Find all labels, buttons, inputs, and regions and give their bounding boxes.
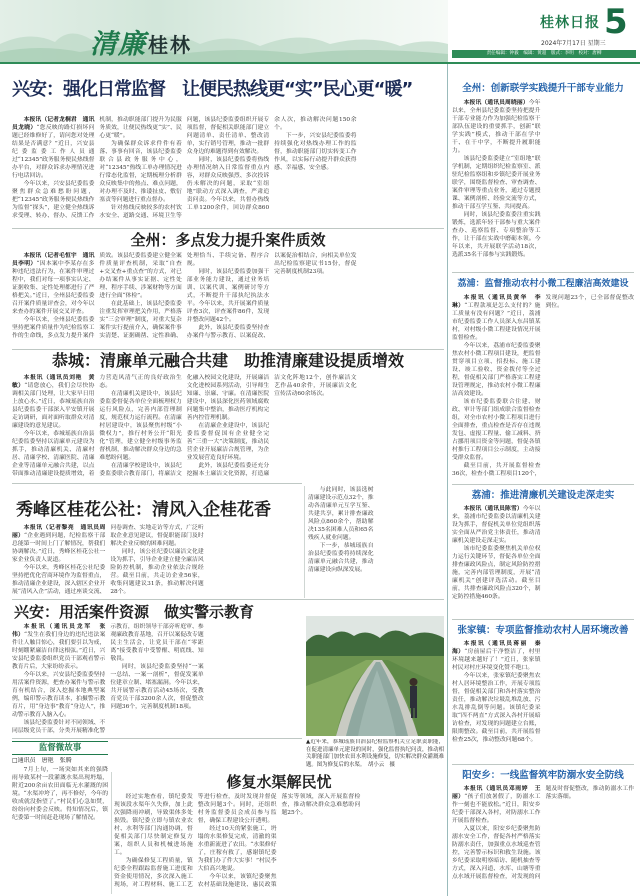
paragraph-text: 同时，该县纪委监委注重实践锻炼，选派年轻干部参与重大案件查办、巡察监督、专项整治等工作，让干部在实战中磨砺本领。今年以来，共开展联学活动18次，选派35名干部参与实践锻炼。 (452, 212, 541, 258)
story-section-label: 监督微故事 (12, 741, 108, 755)
byline: 本报讯（通讯员周晓丽） (463, 100, 529, 106)
paragraph-text: 同时，该县纪委监委加强干部业务能力建设，通过业务培训、以案代训、案例研讨等方式，不断提升干部执纪执法水平。今年以来，共开展案件质量评查3次，评查案件86件，发现并整改问题42个。 (186, 269, 270, 323)
paragraph-text: 经过实地查看，镇纪委发现该段水渠年久失修，加上此次强降雨冲刷，导致渠体多处损毁。镇纪委立即与镇农业农村、水利等部门沟通协调，督促相关部门尽快制定修复方案，组织人员和机械进场施工。 (114, 794, 193, 856)
paragraph (187, 422, 269, 462)
issue-date: 2024年7月17日 星期三 (541, 40, 606, 47)
section-rule (12, 738, 302, 739)
xingan-warning-headline: 兴安：用活案件资源 做实警示教育 (14, 603, 255, 621)
byline: 本报讯（记者黎亮 通讯员周丽） (12, 525, 106, 539)
story-headline: 修复水渠解民忧 (226, 773, 332, 791)
section-rule (12, 349, 444, 350)
paragraph (12, 623, 105, 671)
quanzhou-training-body (452, 99, 634, 269)
paragraph-text: 今年以来，全州县纪委监委坚持把提升干部专业能力作为加强纪检监察干部队伍建设的重要抓手，创新“联学实践”模式，推动干部在学中干、在干中学，不断提升履职能力。 (452, 100, 541, 154)
byline: 本报讯（通讯员刘艳 黄敏） (12, 375, 95, 389)
quanzhou-training-headline: 全州：创新联学实践提升干部专业能力 (462, 83, 624, 94)
paragraph-text: 为确保修复工程质量，镇纪委全程跟踪监督施工进度和资金使用情况，多次深入施工现场，对工程材料、施工工艺等进行检查，及时发现并督促整改问题3个。同时，还组织村务监督委员会成员参与监督，确保工程建设公开透明。 (114, 794, 277, 888)
paragraph-text: 针对热线反映较多的农村饮水安全、道路交通、环境卫生等问题，该县纪委监委组织开展专项监督，督促相关职能部门建立问题清单、责任清单、整改清单，实行销号管理，推动一批群众身边的难题得到有效解决。 (99, 117, 270, 219)
paragraph (198, 825, 277, 873)
paragraph-text: 该市纪委监委聚焦机关单位权力运行关键环节，督促各单位全面排查廉政风险点，制定风险防控措施，完善内部管理制度，开展“清廉机关”创建评选活动。截至目前，共排查廉政风险点320个，制定防控措施460条。 (452, 546, 541, 600)
paragraph (452, 211, 541, 259)
paragraph-text: 此外，该县纪委监委坚持查办案件与警示教育、以案促改、以案促治相结合，向相关单位发出纪检监察建议书15份，督促完善制度机制23项。 (186, 253, 357, 339)
paragraph-text: “请您放心，我们会尽快协调相关部门处理，让大家早日用上放心水。”近日，恭城瑶族自治县纪委监委干部深入平安镇开展走访调研，面对面听取群众对清廉建设的意见建议。 (12, 383, 95, 429)
xingan-warning-body (12, 623, 302, 735)
photo-caption: ▲近年来，恭城瑶族自治县纪检监察机关立足职责职能，在促进清廉单元建设的同时，强化监督执纪问责，推动相关职能部门加快农田水利设施修复，切实解决群众灌溉难题。图为修复后的水渠。 胡小云 摄 (306, 739, 444, 768)
section-rule (452, 272, 634, 273)
byline: 本报讯（通讯员蒋丽 秦海） (452, 641, 541, 655)
paragraph (99, 140, 181, 204)
yangan-headline: 阳安乡：一线监督筑牢防溺水安全防线 (462, 770, 624, 781)
section-rule (12, 483, 302, 484)
paragraph (274, 132, 356, 172)
section-rule (452, 484, 634, 485)
paragraph (12, 252, 94, 316)
paragraph (114, 793, 193, 857)
paragraph (452, 294, 541, 342)
paragraph (452, 505, 541, 545)
story-body (114, 793, 444, 893)
paragraph (12, 671, 105, 719)
paragraph (308, 542, 374, 574)
column-divider (447, 64, 448, 896)
gongcheng-headline: 恭城：清廉单元融合共建 助推清廉建设提质增效 (51, 352, 404, 370)
paragraph-text: 该县纪委监委建立“室组地”联学机制，定期组织纪检监察室、派驻纪检监察组和乡镇纪委开展业务联学，围绕监督检查、审查调查、案件审理等重点业务，通过专题授课、案例剖析、经验交流等方式，推动干部互学互鉴、共同提高。 (452, 156, 541, 210)
column-divider (304, 486, 305, 598)
paragraph-text: “孩子们放暑假了，防溺水工作一刻也不能放松。”近日，阳安乡纪委干部深入各村，对防溺水工作开展监督检查。 (452, 794, 541, 824)
paragraph (99, 390, 181, 462)
logo-guilin: 桂林 (148, 33, 192, 57)
paragraph (12, 524, 105, 564)
section-rule (452, 764, 634, 765)
paragraph (308, 486, 374, 542)
paragraph-text: 今年以来，秀峰区桂花公社纪委坚持把优化营商环境作为监督重点，推动清廉企业建设，深入辖区企业开展“清风入企”活动，通过座谈交流、问卷调查、实地走访等方式，广泛听取企业意见建议，督促职能部门及时解决企业反映的困难问题。 (12, 525, 204, 595)
paragraph (12, 116, 94, 180)
paragraph-text: 今年以来，荔浦市纪委监委聚焦农村小微工程项目建设，把监督贯穿项目立项、招投标、施工建设、竣工验收、资金拨付等全过程，督促相关部门严格落实工程建设管理规定，推动农村小微工程廉洁高效建设。 (452, 343, 541, 397)
paragraph (452, 342, 541, 398)
gongcheng-body-continued (308, 486, 444, 596)
newspaper-masthead: 桂林日报 (540, 15, 600, 31)
paragraph-text: 今年以来，荔浦市纪委监委以清廉机关建设为抓手，督促机关单位党组织落实全面从严治党主体责任，推动清廉机关建设走深走实。 (452, 506, 541, 544)
paragraph-text: 下一步，兴安县纪委监委将持续强化对热线办理工作的监督，推动职能部门切实转变工作作风，以实际行动提升群众获得感、幸福感、安全感。 (274, 133, 357, 171)
paragraph (110, 663, 203, 711)
paragraph-text: 今年以来，该镇纪委聚焦农村基础设施建设、惠民政策落实等领域，深入开展监督检查，推动解决群众急难愁盼问题25个。 (197, 794, 361, 888)
section-rule (12, 599, 444, 600)
yangan-body (452, 785, 634, 892)
paragraph-text: “发生在我们身边的违纪违法案件让人触目惊心，我们要引以为戒，时刻绷紧廉洁自律这根弦。”近日，兴安县纪委监委组织党员干部观看警示教育片后，大家纷纷表示。 (12, 632, 106, 670)
lipu-projects-headline: 荔浦：监督推动农村小微工程廉洁高效建设 (457, 279, 629, 289)
paragraph (452, 640, 541, 672)
canal-photo (306, 616, 444, 736)
paragraph-text: 今年以来，张家镇纪委聚焦农村人居环境整治工作，开展专项监督，督促相关部门和各村落实整治责任，推动解决垃圾乱堆乱放、污水乱排乱倒等问题。该镇纪委采取“四不两直”方式深入各村开展暗访检查，对发现的问题建立台账，限期整改。截至目前，共开展监督检查25次，推动整改问题68个。 (452, 673, 541, 743)
lipu-organs-headline: 荔浦：推进清廉机关建设走深走实 (471, 490, 615, 501)
header-rule (0, 62, 640, 64)
paragraph-text: 经过10天的紧张施工，坍塌的水渠修复完成，清澈的渠水重新流进了农田。“水渠修好了，庄稼有救了，感谢镇纪委为我们办了件大实事！”村民李大伯高兴地说。 (197, 826, 277, 872)
paragraph-text: “企业遇到问题，纪检监察干部总能第一时间上门了解情况，帮我们协调解决。”近日，秀峰区桂花公社一家企业负责人说道。 (12, 533, 106, 563)
byline: 本报讯（通讯员邓雨婷 王丽） (452, 786, 541, 800)
editor-credits: 责任编辑：钟毅 编辑：黄超 版式：李明 校对：唐柳 (452, 50, 636, 58)
paragraph-text: 在此基础上，该县纪委监委注重发挥审理把关作用，严格落实“三会审理”制度，对重大复杂案件实行提前介入，确保案件事实清楚、证据确凿、定性准确、处理恰当、手续完备、程序合规。 (99, 253, 270, 339)
paragraph-text: “工程款项是怎么支付的？施工质量有没有问题？”近日，荔浦市纪委监委工作人员深入东昌镇某村，对村级小微工程建设情况开展监督检查。 (452, 303, 541, 341)
paragraph-text: 今年以来，兴安县纪委监委聚焦群众急难愁盼问题，把“12345”政务服务便民热线作为监督“探头”，建立健全热线诉求受理、转办、督办、反馈工作机制，推动职能部门提升为民服务质效，让便民热线更“实”、民心更“暖”。 (12, 117, 182, 219)
paragraph-text: 今年以来，兴安县纪委监委坚持用活案件资源，把查办案件与警示教育有机结合，深入挖掘本地典型案例，编印警示教育读本，拍摄警示教育片，用“身边事”教育“身边人”，推动警示教育入脑入心。 (12, 672, 106, 718)
lead-headline: 兴安：强化日常监督 让便民热线更“实”民心更“暖” (12, 79, 413, 100)
story-intro (12, 766, 108, 892)
xiufeng-headline: 秀峰区桂花公社：清风入企桂花香 (16, 500, 271, 520)
paragraph (452, 545, 541, 601)
paragraph (452, 99, 541, 155)
paragraph-text: 此外，该县纪委监委还充分挖掘本土廉洁文化资源，打造廉洁文化阵地12个，创作廉洁文艺作品40余件，开展廉洁文化宣传活动60余场次。 (186, 375, 357, 477)
paragraph-text: “因本案中李某存在多种违纪违法行为，在案件审理过程中，我们对每一项事实认定、证据收集、定性处理都进行了严格把关。”近日，全州县纪委监委召开案件质量评查会，对今年以来查办的案件开展交叉评查。 (12, 261, 95, 315)
paragraph (187, 268, 269, 324)
paragraph (12, 374, 94, 430)
paragraph (452, 398, 541, 462)
gongcheng-body (12, 374, 444, 480)
mountain-illustration (0, 0, 448, 62)
byline: 本报讯（记者毛恒宇 通讯员李明） (12, 253, 95, 267)
paragraph-text: 同时，该县纪委监委坚持“一案一总结、一案一剖析”，督促发案单位建章立制、堵塞漏洞。今年以来，共开展警示教育活动45场次，受教育党员干部3200余人次，督促整改问题36个，完善制度机制18项。 (110, 664, 204, 710)
quanzhou-case-body (12, 252, 444, 346)
paragraph (452, 672, 541, 744)
paragraph-text: 在清廉企业建设中，该县纪委监委督促国有企业健全完善“三重一大”决策制度，推动民营企业开展廉洁合规管理，为企业发展营造良好环境。 (186, 423, 270, 461)
paragraph (12, 766, 108, 822)
lipu-organs-body (452, 505, 634, 615)
logo-qinglian: 清廉 (90, 29, 146, 60)
paragraph-text: 入夏以来，阳安乡纪委聚焦防溺水安全工作，督促各村严格落实防溺水责任，加强重点水域巡查管控，完善警示标识和救生设施。该乡纪委采取明察暗访、随机抽查等方式，深入河道、水库、山塘等重点水域开展监督检查，对发现的问题及时督促整改，推动防溺水工作落实落细。 (452, 786, 634, 880)
paragraph-text: 7月上旬，一场突如其来的强降雨导致某村一段灌溉水渠出现坍塌，附近200余亩农田面临无水灌溉的困境。“水渠冲垮了，再不修好，今年的收成就没指望了。”村民们心急如焚，纷纷向村委会反映。得知情况后，镇纪委第一时间赶赴现场了解情况。 (12, 767, 108, 821)
paragraph-text: “房前屋后干净整洁了，村里环境越来越好了！”近日，张家镇村民对村庄环境变化赞不绝口。 (452, 649, 541, 671)
xiufeng-body (12, 524, 302, 596)
lead-body (12, 116, 444, 224)
paragraph-text: 下一步，恭城瑶族自治县纪委监委将持续深化清廉单元融合共建，推动清廉建设向纵深发展。 (308, 543, 374, 573)
quanzhou-case-headline: 全州：多点发力提升案件质效 (130, 231, 326, 249)
section-rule (452, 619, 634, 620)
header-banner (0, 0, 448, 62)
byline: 本报讯（通讯员陈雪） (463, 506, 523, 512)
paragraph-text: 在清廉学校建设中，该县纪委监委联合教育部门，将廉洁文化融入校园文化建设，开展廉洁文化进校园系列活动，引导师生知廉、崇廉、守廉。在清廉医院建设中，该县深化医药领域腐败问题集中整治，推动医疗机构完善内控管理机制。 (99, 375, 270, 477)
section-rule (12, 228, 444, 229)
byline: 本报讯（通讯员龙军 张伟） (12, 624, 106, 638)
zhangjia-headline: 张家镇：专项监督推动农村人居环境改善 (457, 625, 629, 636)
paragraph-text: 截至目前，共开展监督检查36次，检查小微工程项目120个，发现问题23个，已全部督促整改到位。 (452, 295, 634, 477)
paragraph-text: 该市纪委监委联合住建、财政、审计等部门组成联合监督检查组，对全市农村小微工程项目进行全面排查，重点检查是否存在违规发包、虚报工程量、偷工减料、挤占挪用项目资金等问题，督促各镇村推行工程项目公示制度，主动接受群众监督。 (452, 399, 541, 461)
paragraph-text: 在清廉机关建设中，该县纪委监委督促各单位全面梳理权力运行风险点，完善内部管理制度，规范权力运行流程。在清廉村居建设中，该县聚焦村级“小微权力”，推行村务公开“阳光化”管理，建立健全村级事务监督机制，推动解决群众身边的急难愁盼问题。 (99, 391, 182, 461)
paragraph-text: 同时，该公社纪委以廉洁文化建设为抓手，引导企业建立健全廉洁风险防控机制，推动企业依法合规经营。截至目前，共走访企业56家，收集问题建议31条，推动解决问题28个。 (110, 549, 204, 595)
paragraph (110, 548, 203, 596)
paragraph (452, 155, 541, 211)
paragraph-text: 同时，该县纪委监委将热线办理情况纳入日常监督重点内容，对群众反映强烈、多次投诉仍未解决的问题，采取“室组地”联动方式深入调查，严肃追责问责。今年以来，共督办热线工单1200余件，回访群众860余人次，推动解决问题150余个。 (186, 117, 357, 211)
byline: 本报讯（记者龙桐君 通讯员龙晓） (12, 117, 95, 131)
paragraph-text: 该县纪委监委针对不同领域、不同层级党员干部，分类开展精准化警示教育，组织领导干部旁听庭审、参观廉政教育基地，召开以案促改专题民主生活会，让党员干部在“零距离”接受教育中受警醒、明底线、知敬畏。 (12, 624, 204, 734)
lipu-projects-body (452, 294, 634, 480)
page-number: 5 (604, 2, 628, 42)
paragraph-text: 今年以来，恭城瑶族自治县纪委监委坚持以清廉单元建设为抓手，推动清廉机关、清廉村居、清廉学校、清廉医院、清廉企业等清廉单元融合共建，以点带面推动清廉建设提质增效，着力营造风清气正的良好政治生态。 (12, 375, 182, 477)
paragraph-text: “您反映的路灯损坏问题已经维修好了，请问您对处理结果是否满意？”近日，兴安县纪委监委工作人员通过“12345”政务服务便民热线督办平台，对群众诉求办理情况进行电话回访。 (12, 125, 95, 179)
column-divider (111, 772, 112, 894)
canal-photo-image (306, 616, 444, 736)
story-author: □通讯员 唐艳 张腾 (12, 757, 72, 764)
paragraph (452, 785, 541, 825)
byline: 本报讯（通讯员黄华 李琳） (452, 295, 541, 309)
paragraph-text: 为确保群众诉求件件有着落、事事有回音，该县纪委监委联合县政务服务中心，对“12345”热线工单办理情况进行常态化监督，定期梳理分析群众反映集中的热点、难点问题，对办理不及时、推诿扯皮、敷衍塞责等问题进行重点督办。 (99, 141, 182, 203)
paragraph-text: 与此同时，该县选树清廉建设示范点32个，推动各清廉单元互学互鉴、共建共享，累计排查廉政风险点860余个，帮助解决135名困难人员和65名残疾人就业问题。 (308, 487, 374, 541)
paragraph-text: 今年以来，全州县纪委监委坚持把案件质量作为纪检监察工作的生命线，多点发力提升案件质效。该县纪委监委建立健全案件质量评查机制，采取“自查+交叉查+重点查”的方式，对已办结案件从事实证据、定性处理、程序手续、涉案财物等方面进行全面“体检”。 (12, 253, 182, 339)
zhangjia-body (452, 640, 634, 760)
